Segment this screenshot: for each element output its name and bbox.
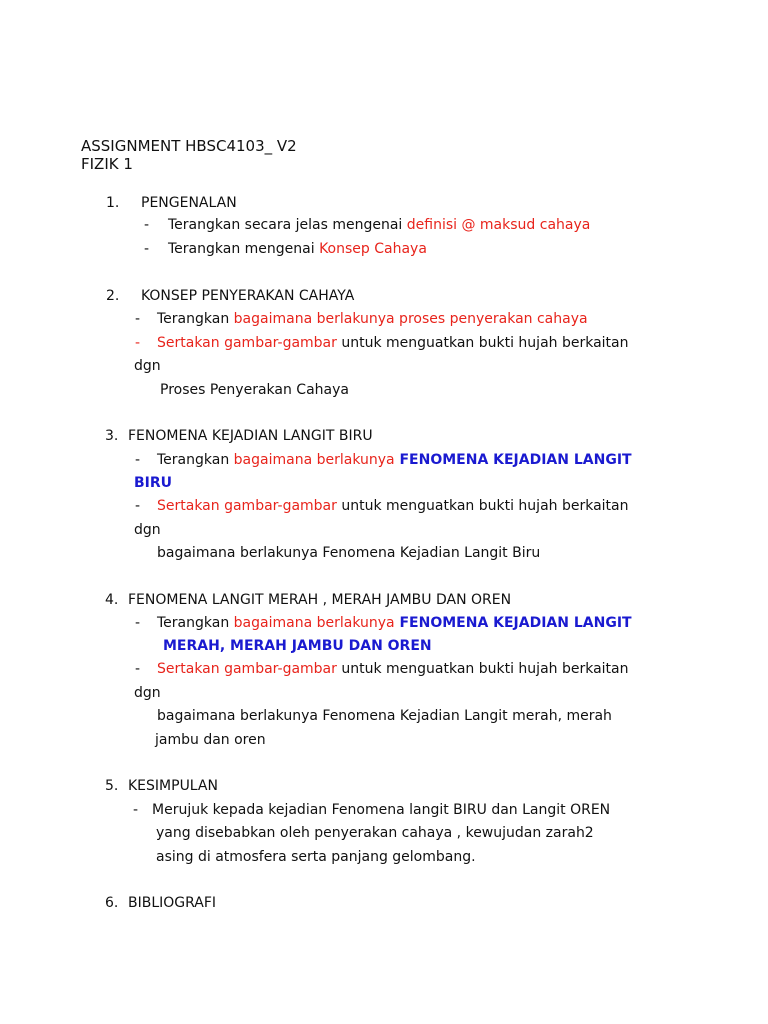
- list-item: Sertakan gambar-gambar untuk menguatkan bukti hujah berkaitan: [157, 661, 629, 677]
- list-item-continuation: dgn: [134, 685, 161, 701]
- highlight-text: bagaimana berlakunya: [233, 615, 395, 631]
- list-item-continuation: asing di atmosfera serta panjang gelombang.: [156, 849, 476, 865]
- list-item-continuation: dgn: [134, 358, 161, 374]
- list-item-continuation: dgn: [134, 522, 161, 538]
- list-dash: -: [144, 241, 150, 257]
- list-item: Terangkan bagaimana berlakunya proses penyerakan cahaya: [157, 311, 588, 327]
- emphasis-text: MERAH, MERAH JAMBU DAN OREN: [163, 638, 432, 654]
- list-dash: -: [144, 217, 150, 233]
- list-item: Terangkan mengenai Konsep Cahaya: [168, 241, 427, 257]
- section-number: 4.: [105, 592, 119, 608]
- list-item: Sertakan gambar-gambar untuk menguatkan bukti hujah berkaitan: [157, 498, 629, 514]
- emphasis-text: BIRU: [134, 475, 173, 491]
- list-item-continuation: jambu dan oren: [155, 732, 266, 748]
- list-item-continuation: Proses Penyerakan Cahaya: [160, 382, 349, 398]
- list-dash: -: [135, 498, 141, 514]
- document-title: ASSIGNMENT HBSC4103_ V2: [81, 137, 297, 155]
- section-number: 5.: [105, 778, 119, 794]
- section-heading: FENOMENA LANGIT MERAH , MERAH JAMBU DAN OREN: [128, 592, 512, 608]
- highlight-text: definisi @ maksud cahaya: [406, 217, 591, 233]
- list-item: Terangkan secara jelas mengenai definisi @ maksud cahaya: [168, 217, 591, 233]
- list-item: Terangkan bagaimana berlakunya FENOMENA KEJADIAN LANGIT: [157, 452, 632, 468]
- section-number: 1.: [106, 195, 120, 211]
- list-dash: -: [133, 802, 139, 818]
- emphasis-text: FENOMENA KEJADIAN LANGIT: [394, 615, 632, 631]
- section-number: 3.: [105, 428, 119, 444]
- document-subtitle: FIZIK 1: [81, 155, 133, 173]
- list-dash: -: [135, 661, 141, 677]
- section-heading: FENOMENA KEJADIAN LANGIT BIRU: [128, 428, 373, 444]
- highlight-text: Sertakan gambar-gambar: [157, 498, 337, 514]
- highlight-text: Konsep Cahaya: [319, 241, 427, 257]
- section-number: 6.: [105, 895, 119, 911]
- list-dash: -: [135, 335, 141, 351]
- section-heading: PENGENALAN: [141, 195, 237, 211]
- emphasis-text: FENOMENA KEJADIAN LANGIT: [394, 452, 632, 468]
- section-number: 2.: [106, 288, 120, 304]
- highlight-text: bagaimana berlakunya proses penyerakan cahaya: [233, 311, 588, 327]
- highlight-text: bagaimana berlakunya: [233, 452, 395, 468]
- list-item: Merujuk kepada kejadian Fenomena langit BIRU dan Langit OREN: [152, 802, 611, 818]
- section-heading: BIBLIOGRAFI: [128, 895, 217, 911]
- list-item: Terangkan bagaimana berlakunya FENOMENA KEJADIAN LANGIT: [157, 615, 632, 631]
- list-dash: -: [135, 615, 141, 631]
- section-heading: KESIMPULAN: [128, 778, 218, 794]
- list-dash: -: [135, 311, 141, 327]
- list-item: Sertakan gambar-gambar untuk menguatkan bukti hujah berkaitan: [157, 335, 629, 351]
- highlight-text: Sertakan gambar-gambar: [157, 335, 337, 351]
- list-item-continuation: bagaimana berlakunya Fenomena Kejadian Langit Biru: [157, 545, 541, 561]
- section-heading: KONSEP PENYERAKAN CAHAYA: [141, 288, 355, 304]
- highlight-text: Sertakan gambar-gambar: [157, 661, 337, 677]
- list-dash: -: [135, 452, 141, 468]
- list-item-continuation: bagaimana berlakunya Fenomena Kejadian Langit merah, merah: [157, 708, 612, 724]
- list-item-continuation: yang disebabkan oleh penyerakan cahaya , kewujudan zarah2: [156, 825, 594, 841]
